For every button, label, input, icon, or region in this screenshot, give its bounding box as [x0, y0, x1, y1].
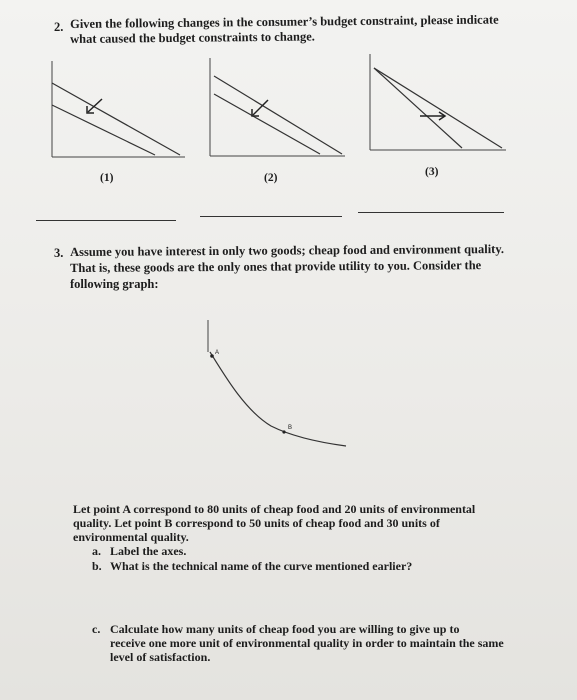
- subq-b-text: What is the technical name of the curve mentioned earlier?: [110, 559, 413, 573]
- budget-graph-2: [200, 52, 350, 167]
- q3-text-line3: following graph:: [70, 277, 159, 291]
- graph-label-3: (3): [425, 166, 439, 178]
- q3-desc-line3: environmental quality.: [73, 530, 189, 544]
- point-a-label: A: [215, 350, 220, 356]
- point-b-label: B: [288, 425, 293, 431]
- budget-graph-1: [40, 55, 190, 170]
- indifference-curve-graph: [196, 316, 356, 456]
- subq-c-line2: receive one more unit of environmental quality in order to maintain the same: [110, 636, 504, 650]
- q2-text-line1: Given the following changes in the consumer’s budget constraint, please indicate: [70, 12, 499, 31]
- answer-blank-3[interactable]: [358, 212, 504, 213]
- graph-label-1: (1): [100, 172, 114, 184]
- q2-number: 2.: [54, 20, 64, 34]
- budget-graph-3: [360, 50, 510, 162]
- subq-b-marker: b.: [92, 559, 102, 573]
- answer-blank-2[interactable]: [200, 216, 342, 217]
- subq-c-marker: c.: [92, 622, 101, 636]
- subq-c-line1: Calculate how many units of cheap food you are willing to give up to: [110, 622, 460, 636]
- q3-text-line1: Assume you have interest in only two goods; cheap food and environment quality.: [70, 241, 505, 259]
- q3-text-line2: That is, these goods are the only ones that provide utility to you. Consider the: [70, 258, 482, 275]
- q3-number: 3.: [54, 246, 64, 260]
- q3-desc-line1: Let point A correspond to 80 units of cheap food and 20 units of environmental: [73, 502, 476, 516]
- subq-a-text: Label the axes.: [110, 544, 187, 558]
- q2-text-line2: what caused the budget constraints to change.: [70, 29, 315, 46]
- graph-label-2: (2): [264, 172, 278, 184]
- subq-a-marker: a.: [92, 544, 101, 558]
- answer-blank-1[interactable]: [36, 220, 176, 221]
- subq-c-line3: level of satisfaction.: [110, 650, 211, 664]
- q3-desc-line2: quality. Let point B correspond to 50 units of cheap food and 30 units of: [73, 516, 440, 530]
